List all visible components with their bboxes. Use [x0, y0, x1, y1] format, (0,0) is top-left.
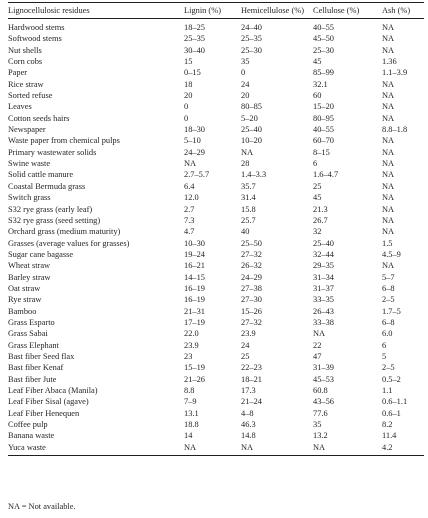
cell-ash: NA	[382, 102, 395, 112]
cell-ash: NA	[382, 136, 395, 146]
cell-hemicellulose: 25.7	[241, 215, 256, 225]
cell-cellulose: 6	[313, 159, 318, 169]
table-row	[8, 56, 424, 67]
cell-ash: 4.5–9	[382, 249, 401, 259]
cell-hemicellulose: 15.8	[241, 204, 256, 214]
table-row	[8, 124, 424, 135]
cell-cellulose: 77.6	[313, 408, 328, 418]
cell-ash: 1.36	[382, 57, 397, 67]
table-row	[8, 328, 424, 339]
cell-residue: Orchard grass (medium maturity)	[8, 227, 121, 237]
cell-residue: Grass Esparto	[8, 317, 55, 327]
cell-residue: Bast fiber Kenaf	[8, 363, 64, 373]
cell-lignin: 24–29	[184, 147, 205, 157]
table-row	[8, 317, 424, 328]
table-row	[8, 294, 424, 305]
cell-ash: 8.8–1.8	[382, 125, 408, 135]
cell-ash: NA	[382, 193, 395, 203]
cell-hemicellulose: 80–85	[241, 102, 262, 112]
cell-lignin: 14	[184, 431, 193, 441]
cell-cellulose: 26–43	[313, 306, 334, 316]
cell-lignin: 18.8	[184, 420, 199, 430]
cell-ash: 1.1	[382, 386, 393, 395]
header-row	[8, 3, 424, 19]
cell-residue: Coastal Bermuda grass	[8, 181, 86, 191]
cell-cellulose: 40–55	[313, 23, 334, 32]
cell-ash: NA	[382, 227, 395, 237]
header-residues: Lignocellulosic residues	[8, 3, 184, 19]
cell-cellulose: 1.6–4.7	[313, 170, 339, 180]
cell-lignin: 8.8	[184, 386, 195, 395]
cell-residue: S32 rye grass (seed setting)	[8, 215, 101, 225]
table-row	[8, 147, 424, 158]
cell-ash: 2–5	[382, 295, 395, 305]
cell-lignin: 7–9	[184, 397, 197, 407]
cell-cellulose: 26.7	[313, 215, 328, 225]
cell-residue: Sugar cane bagasse	[8, 249, 74, 259]
cell-ash: 0.5–2	[382, 374, 401, 384]
cell-ash: 6–8	[382, 283, 395, 293]
cell-hemicellulose: 14.8	[241, 431, 256, 441]
cell-cellulose: 45	[313, 193, 322, 203]
table-row	[8, 408, 424, 419]
cell-cellulose: 40–55	[313, 125, 334, 135]
cell-lignin: 15–19	[184, 363, 205, 373]
cell-residue: Primary wastewater solids	[8, 147, 97, 157]
cell-ash: NA	[382, 215, 395, 225]
cell-hemicellulose: 24	[241, 79, 250, 89]
cell-ash: NA	[382, 159, 395, 169]
cell-hemicellulose: 35	[241, 57, 250, 67]
cell-lignin: 30–40	[184, 45, 205, 55]
table-row	[8, 101, 424, 112]
table-row	[8, 169, 424, 180]
cell-lignin: 21–31	[184, 306, 205, 316]
cell-lignin: 0–15	[184, 68, 201, 78]
cell-ash: 0.6–1.1	[382, 397, 408, 407]
cell-lignin: 16–19	[184, 295, 205, 305]
cell-hemicellulose: 25	[241, 351, 250, 361]
cell-residue: Rye straw	[8, 295, 42, 305]
cell-residue: Wheat straw	[8, 261, 51, 271]
cell-hemicellulose: 24–29	[241, 272, 262, 282]
cell-ash: NA	[382, 181, 395, 191]
cell-lignin: 4.7	[184, 227, 195, 237]
cell-lignin: 2.7	[184, 204, 195, 214]
cell-residue: Sorted refuse	[8, 91, 53, 101]
table-row	[8, 430, 424, 441]
cell-lignin: 16–19	[184, 283, 205, 293]
cell-residue: Bast fiber Jute	[8, 374, 57, 384]
cell-lignin: 0	[184, 102, 189, 112]
cell-hemicellulose: 25–35	[241, 34, 262, 44]
cell-residue: Hardwood stems	[8, 23, 65, 32]
cell-ash: 5	[382, 351, 387, 361]
cell-residue: Grass Sabai	[8, 329, 48, 339]
cell-lignin: 6.4	[184, 181, 195, 191]
cell-hemicellulose: 25–40	[241, 125, 262, 135]
cell-cellulose: 35	[313, 420, 322, 430]
cell-lignin: 15	[184, 57, 193, 67]
cell-lignin: NA	[184, 442, 241, 456]
table-row	[8, 374, 424, 385]
cell-lignin: NA	[184, 159, 197, 169]
cell-lignin: 5–10	[184, 136, 201, 146]
cell-lignin: 21–26	[184, 374, 205, 384]
cell-hemicellulose: 21–24	[241, 397, 262, 407]
cell-ash: NA	[382, 45, 395, 55]
cell-lignin: 7.3	[184, 215, 195, 225]
cell-lignin: 22.0	[184, 329, 199, 339]
cell-hemicellulose: 31.4	[241, 193, 256, 203]
cell-cellulose: 31–37	[313, 283, 334, 293]
cell-cellulose: NA	[313, 329, 326, 339]
cell-cellulose: 32	[313, 227, 322, 237]
table-row	[8, 260, 424, 271]
cell-hemicellulose: 40	[241, 227, 250, 237]
cell-hemicellulose: 27–32	[241, 317, 262, 327]
cell-hemicellulose: NA	[241, 147, 254, 157]
footnote: NA = Not available.	[8, 502, 76, 511]
header-hemicellulose: Hemicellulose (%)	[241, 3, 313, 19]
cell-cellulose: 45–50	[313, 34, 334, 44]
cell-lignin: 18–25	[184, 23, 205, 32]
table-row	[8, 419, 424, 430]
table-row	[8, 19, 424, 34]
cell-residue: Leaves	[8, 102, 32, 112]
table-body	[8, 19, 424, 456]
table-row	[8, 249, 424, 260]
cell-cellulose: 60.8	[313, 386, 328, 395]
cell-cellulose: 45–53	[313, 374, 334, 384]
table-row	[8, 226, 424, 237]
cell-residue: Oat straw	[8, 283, 41, 293]
cell-ash: 2–5	[382, 363, 395, 373]
cell-hemicellulose: 10–20	[241, 136, 262, 146]
cell-ash: NA	[382, 170, 395, 180]
cell-residue: Swine waste	[8, 159, 51, 169]
table-row	[8, 67, 424, 78]
table-row	[8, 33, 424, 44]
cell-ash: 6–8	[382, 317, 395, 327]
cell-cellulose: 25–30	[313, 45, 334, 55]
cell-ash: 6	[382, 340, 387, 350]
cell-residue: Grass Elephant	[8, 340, 59, 350]
cell-residue: Switch grass	[8, 193, 51, 203]
cell-ash: NA	[382, 261, 395, 271]
table-row	[8, 362, 424, 373]
cell-residue: Grasses (average values for grasses)	[8, 238, 130, 248]
cell-hemicellulose: 0	[241, 68, 246, 78]
cell-cellulose: 45	[313, 57, 322, 67]
cell-ash: 11.4	[382, 431, 397, 441]
cell-residue: Softwood stems	[8, 34, 62, 44]
table-row	[8, 204, 424, 215]
cell-hemicellulose: 26–32	[241, 261, 262, 271]
cell-cellulose: 47	[313, 351, 322, 361]
cell-hemicellulose: 28	[241, 159, 250, 169]
cell-lignin: 16–21	[184, 261, 205, 271]
cell-lignin: 23	[184, 351, 193, 361]
header-lignin: Lignin (%)	[184, 3, 241, 19]
cell-hemicellulose: 4–8	[241, 408, 254, 418]
table-row	[8, 158, 424, 169]
cell-residue: Corn cobs	[8, 57, 43, 67]
cell-hemicellulose: 27–30	[241, 295, 262, 305]
cell-cellulose: 32.1	[313, 79, 328, 89]
cell-lignin: 18–30	[184, 125, 205, 135]
table-row	[8, 340, 424, 351]
cell-residue: Newspaper	[8, 125, 46, 135]
table-row	[8, 306, 424, 317]
cell-hemicellulose: 25–50	[241, 238, 262, 248]
cell-cellulose: 43–56	[313, 397, 334, 407]
cell-hemicellulose: 24–40	[241, 23, 262, 32]
cell-ash: 6.0	[382, 329, 393, 339]
cell-residue: S32 rye grass (early leaf)	[8, 204, 93, 214]
cell-cellulose: 15–20	[313, 102, 334, 112]
cell-cellulose: 22	[313, 340, 322, 350]
table-row	[8, 442, 424, 456]
cell-hemicellulose: 18–21	[241, 374, 262, 384]
table-row	[8, 135, 424, 146]
cell-ash: 0.6–1	[382, 408, 401, 418]
cell-hemicellulose: 46.3	[241, 420, 256, 430]
cell-residue: Bamboo	[8, 306, 37, 316]
cell-hemicellulose: 5–20	[241, 113, 258, 123]
cell-ash: 1.5	[382, 238, 393, 248]
cell-ash: NA	[382, 204, 395, 214]
cell-cellulose: 33–38	[313, 317, 334, 327]
table-row	[8, 396, 424, 407]
cell-lignin: 14–15	[184, 272, 205, 282]
cell-ash: NA	[382, 91, 395, 101]
cell-lignin: 20	[184, 91, 193, 101]
cell-cellulose: NA	[313, 442, 382, 456]
cell-lignin: 10–30	[184, 238, 205, 248]
table-row	[8, 238, 424, 249]
cell-hemicellulose: 20	[241, 91, 250, 101]
table-row	[8, 79, 424, 90]
cell-cellulose: 31–39	[313, 363, 334, 373]
cell-hemicellulose: 24	[241, 340, 250, 350]
cell-hemicellulose: 23.9	[241, 329, 256, 339]
table-row	[8, 215, 424, 226]
cell-residue: Yuca waste	[8, 442, 184, 456]
cell-lignin: 0	[184, 113, 189, 123]
cell-cellulose: 85–99	[313, 68, 334, 78]
table-row	[8, 351, 424, 362]
cell-cellulose: 32–44	[313, 249, 334, 259]
header-cellulose: Cellulose (%)	[313, 3, 382, 19]
cell-cellulose: 25–40	[313, 238, 334, 248]
cell-residue: Barley straw	[8, 272, 51, 282]
composition-table	[8, 2, 424, 456]
cell-ash: 5–7	[382, 272, 395, 282]
cell-lignin: 23.9	[184, 340, 199, 350]
table-container	[8, 2, 424, 456]
cell-lignin: 25–35	[184, 34, 205, 44]
cell-lignin: 2.7–5.7	[184, 170, 210, 180]
cell-hemicellulose: 35.7	[241, 181, 256, 191]
table-row	[8, 113, 424, 124]
cell-ash: NA	[382, 147, 395, 157]
cell-residue: Cotton seeds hairs	[8, 113, 70, 123]
cell-lignin: 18	[184, 79, 193, 89]
cell-cellulose: 29–35	[313, 261, 334, 271]
cell-ash: 1.7–5	[382, 306, 401, 316]
cell-hemicellulose: 1.4–3.3	[241, 170, 267, 180]
cell-residue: Paper	[8, 68, 28, 78]
cell-ash: NA	[382, 34, 395, 44]
cell-cellulose: 33–35	[313, 295, 334, 305]
cell-hemicellulose: 22–23	[241, 363, 262, 373]
cell-ash: NA	[382, 113, 395, 123]
cell-residue: Waste paper from chemical pulps	[8, 136, 120, 146]
cell-residue: Bast fiber Seed flax	[8, 351, 75, 361]
cell-cellulose: 80–95	[313, 113, 334, 123]
cell-hemicellulose: 25–30	[241, 45, 262, 55]
cell-cellulose: 60–70	[313, 136, 334, 146]
cell-ash: 1.1–3.9	[382, 68, 408, 78]
cell-residue: Leaf Fiber Henequen	[8, 408, 80, 418]
cell-cellulose: 21.3	[313, 204, 328, 214]
cell-residue: Leaf Fiber Sisal (agave)	[8, 397, 89, 407]
cell-residue: Leaf Fiber Abaca (Manila)	[8, 386, 98, 395]
cell-cellulose: 8–15	[313, 147, 330, 157]
header-ash: Ash (%)	[382, 3, 424, 19]
cell-cellulose: 31–34	[313, 272, 334, 282]
cell-lignin: 17–19	[184, 317, 205, 327]
cell-ash: 8.2	[382, 420, 393, 430]
cell-residue: Banana waste	[8, 431, 55, 441]
cell-ash: NA	[382, 79, 395, 89]
cell-residue: Rice straw	[8, 79, 44, 89]
cell-residue: Coffee pulp	[8, 420, 48, 430]
table-row	[8, 283, 424, 294]
cell-lignin: 19–24	[184, 249, 205, 259]
table-row	[8, 192, 424, 203]
cell-residue: Solid cattle manure	[8, 170, 74, 180]
cell-hemicellulose: 17.3	[241, 386, 256, 395]
table-row	[8, 90, 424, 101]
cell-hemicellulose: NA	[241, 442, 313, 456]
cell-residue: Nut shells	[8, 45, 42, 55]
table-row	[8, 181, 424, 192]
cell-cellulose: 13.2	[313, 431, 328, 441]
cell-hemicellulose: 27–32	[241, 249, 262, 259]
table-row	[8, 272, 424, 283]
cell-cellulose: 60	[313, 91, 322, 101]
cell-lignin: 13.1	[184, 408, 199, 418]
table-row	[8, 385, 424, 396]
cell-lignin: 12.0	[184, 193, 199, 203]
cell-ash: NA	[382, 23, 395, 32]
cell-hemicellulose: 15–26	[241, 306, 262, 316]
cell-cellulose: 25	[313, 181, 322, 191]
table-row	[8, 45, 424, 56]
cell-hemicellulose: 27–38	[241, 283, 262, 293]
cell-ash: 4.2	[382, 442, 424, 456]
